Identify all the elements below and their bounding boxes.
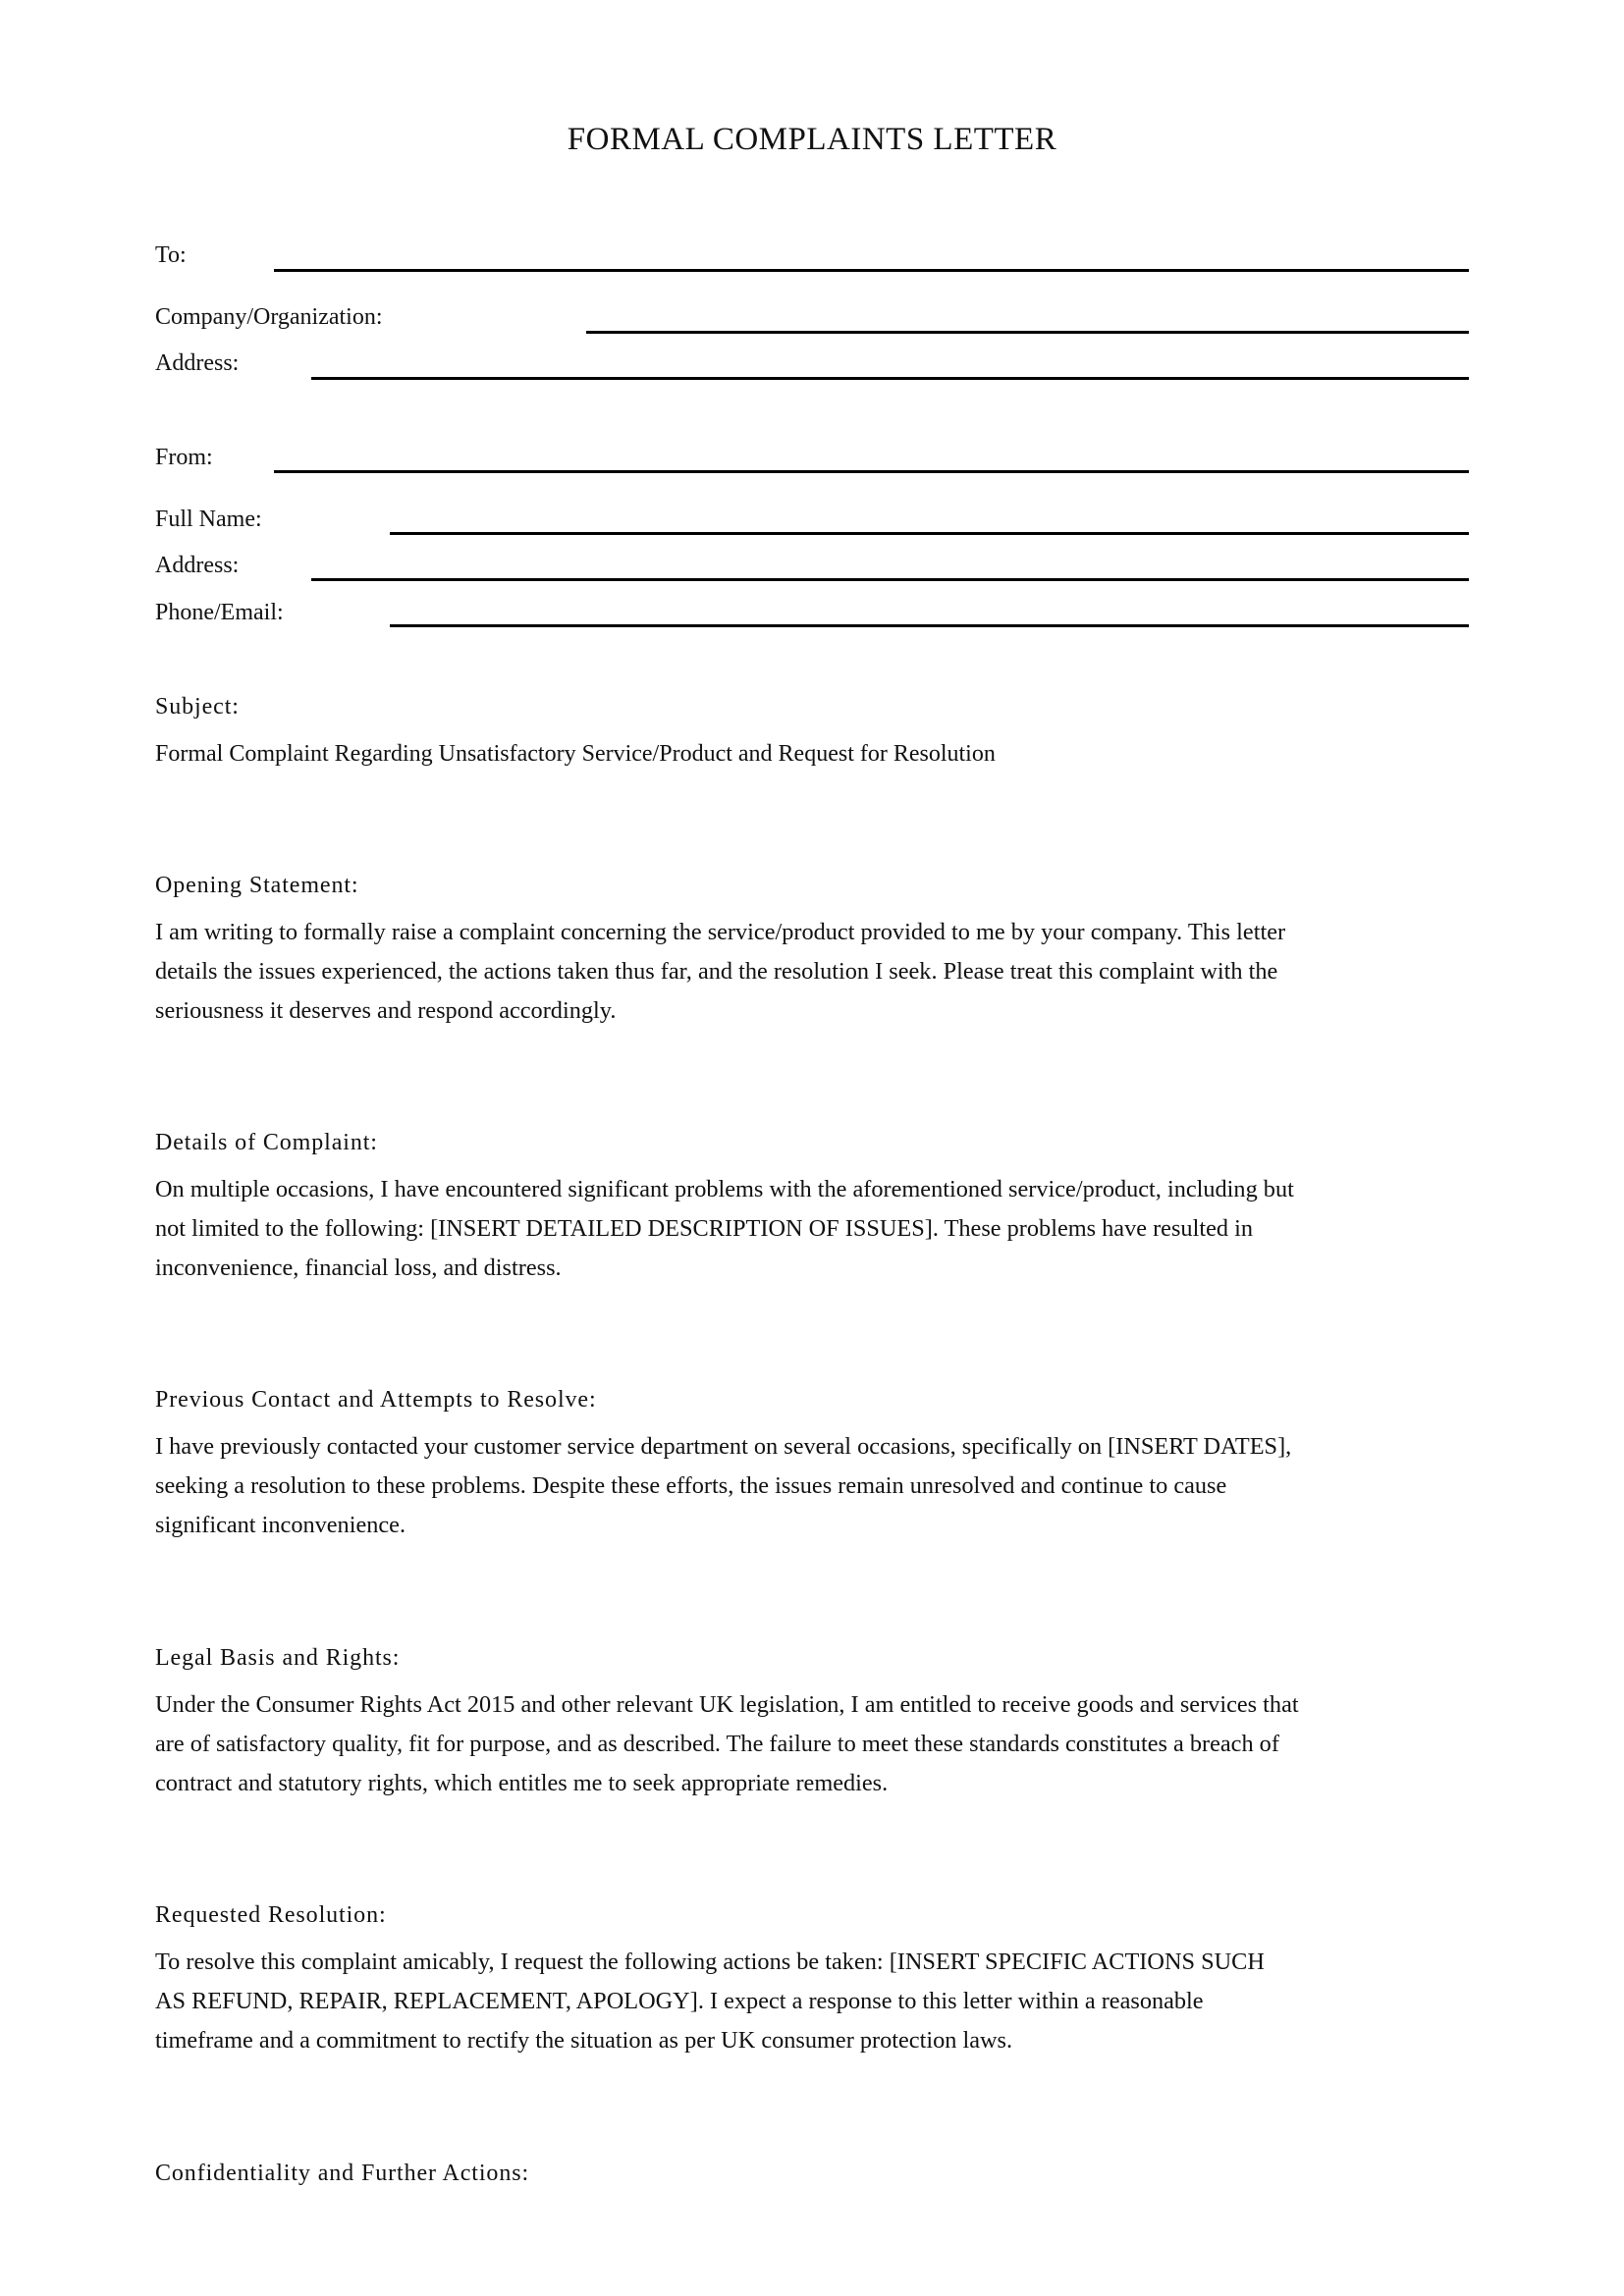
sender-address-field-line[interactable] bbox=[311, 578, 1469, 581]
paragraph-line: Under the Consumer Rights Act 2015 and other relevant UK legislation, I am entitled to receive goods and services that bbox=[155, 1691, 1299, 1718]
recipient-address-label: Address: bbox=[155, 350, 240, 376]
section-heading-previous-contact: Previous Contact and Attempts to Resolve: bbox=[155, 1387, 597, 1413]
paragraph-line: I have previously contacted your customer service department on several occasions, specifically on [INSERT DATES], bbox=[155, 1433, 1292, 1460]
paragraph-line: are of satisfactory quality, fit for purpose, and as described. The failure to meet these standards constitutes a breach of bbox=[155, 1730, 1279, 1757]
phone-email-field-line[interactable] bbox=[390, 624, 1469, 627]
phone-email-label: Phone/Email: bbox=[155, 600, 284, 625]
company-label: Company/Organization: bbox=[155, 304, 383, 330]
full-name-field-line[interactable] bbox=[390, 532, 1469, 535]
paragraph-line: details the issues experienced, the actions taken thus far, and the resolution I seek. Please treat this complaint with the bbox=[155, 957, 1278, 985]
company-field-line[interactable] bbox=[586, 331, 1469, 334]
paragraph-line: inconvenience, financial loss, and distress. bbox=[155, 1254, 562, 1281]
paragraph-line: To resolve this complaint amicably, I request the following actions be taken: [INSERT SPECIFIC ACTIONS SUCH bbox=[155, 1949, 1265, 1975]
paragraph-line: On multiple occasions, I have encountered significant problems with the aforementioned service/product, including but bbox=[155, 1176, 1294, 1202]
paragraph-line: not limited to the following: [INSERT DETAILED DESCRIPTION OF ISSUES]. These problems have resulted in bbox=[155, 1214, 1253, 1242]
section-heading-confidentiality: Confidentiality and Further Actions: bbox=[155, 2161, 530, 2186]
paragraph-line: contract and statutory rights, which entitles me to seek appropriate remedies. bbox=[155, 1769, 889, 1796]
paragraph-line: timeframe and a commitment to rectify the situation as per UK consumer protection laws. bbox=[155, 2026, 1013, 2054]
from-field-line[interactable] bbox=[274, 470, 1469, 473]
to-label: To: bbox=[155, 242, 187, 268]
section-body-legal-basis bbox=[155, 1685, 1490, 1802]
section-heading-requested-resolution: Requested Resolution: bbox=[155, 1902, 387, 1928]
section-heading-opening: Opening Statement: bbox=[155, 873, 359, 898]
section-heading-details: Details of Complaint: bbox=[155, 1130, 378, 1155]
paragraph-line: AS REFUND, REPAIR, REPLACEMENT, APOLOGY]. I expect a response to this letter within a reasonable bbox=[155, 1987, 1204, 2014]
subject-text: Formal Complaint Regarding Unsatisfactory Service/Product and Request for Resolution bbox=[155, 741, 996, 767]
from-label: From: bbox=[155, 445, 213, 470]
page-title: FORMAL COMPLAINTS LETTER bbox=[567, 122, 1057, 157]
paragraph-line: I am writing to formally raise a complaint concerning the service/product provided to me by your company. This letter bbox=[155, 919, 1286, 945]
paragraph-line: significant inconvenience. bbox=[155, 1511, 406, 1538]
section-body-opening bbox=[155, 913, 1490, 1030]
full-name-label: Full Name: bbox=[155, 507, 262, 532]
recipient-address-field-line[interactable] bbox=[311, 377, 1469, 380]
subject-label: Subject: bbox=[155, 694, 240, 720]
to-field-line[interactable] bbox=[274, 269, 1469, 272]
section-heading-legal-basis: Legal Basis and Rights: bbox=[155, 1645, 401, 1671]
paragraph-line: seriousness it deserves and respond accordingly. bbox=[155, 996, 617, 1024]
sender-address-label: Address: bbox=[155, 553, 240, 578]
section-body-details bbox=[155, 1170, 1490, 1287]
paragraph-line: seeking a resolution to these problems. Despite these efforts, the issues remain unresolved and continue to cause bbox=[155, 1471, 1227, 1499]
section-body-previous-contact bbox=[155, 1427, 1490, 1544]
section-body-requested-resolution bbox=[155, 1943, 1490, 2059]
